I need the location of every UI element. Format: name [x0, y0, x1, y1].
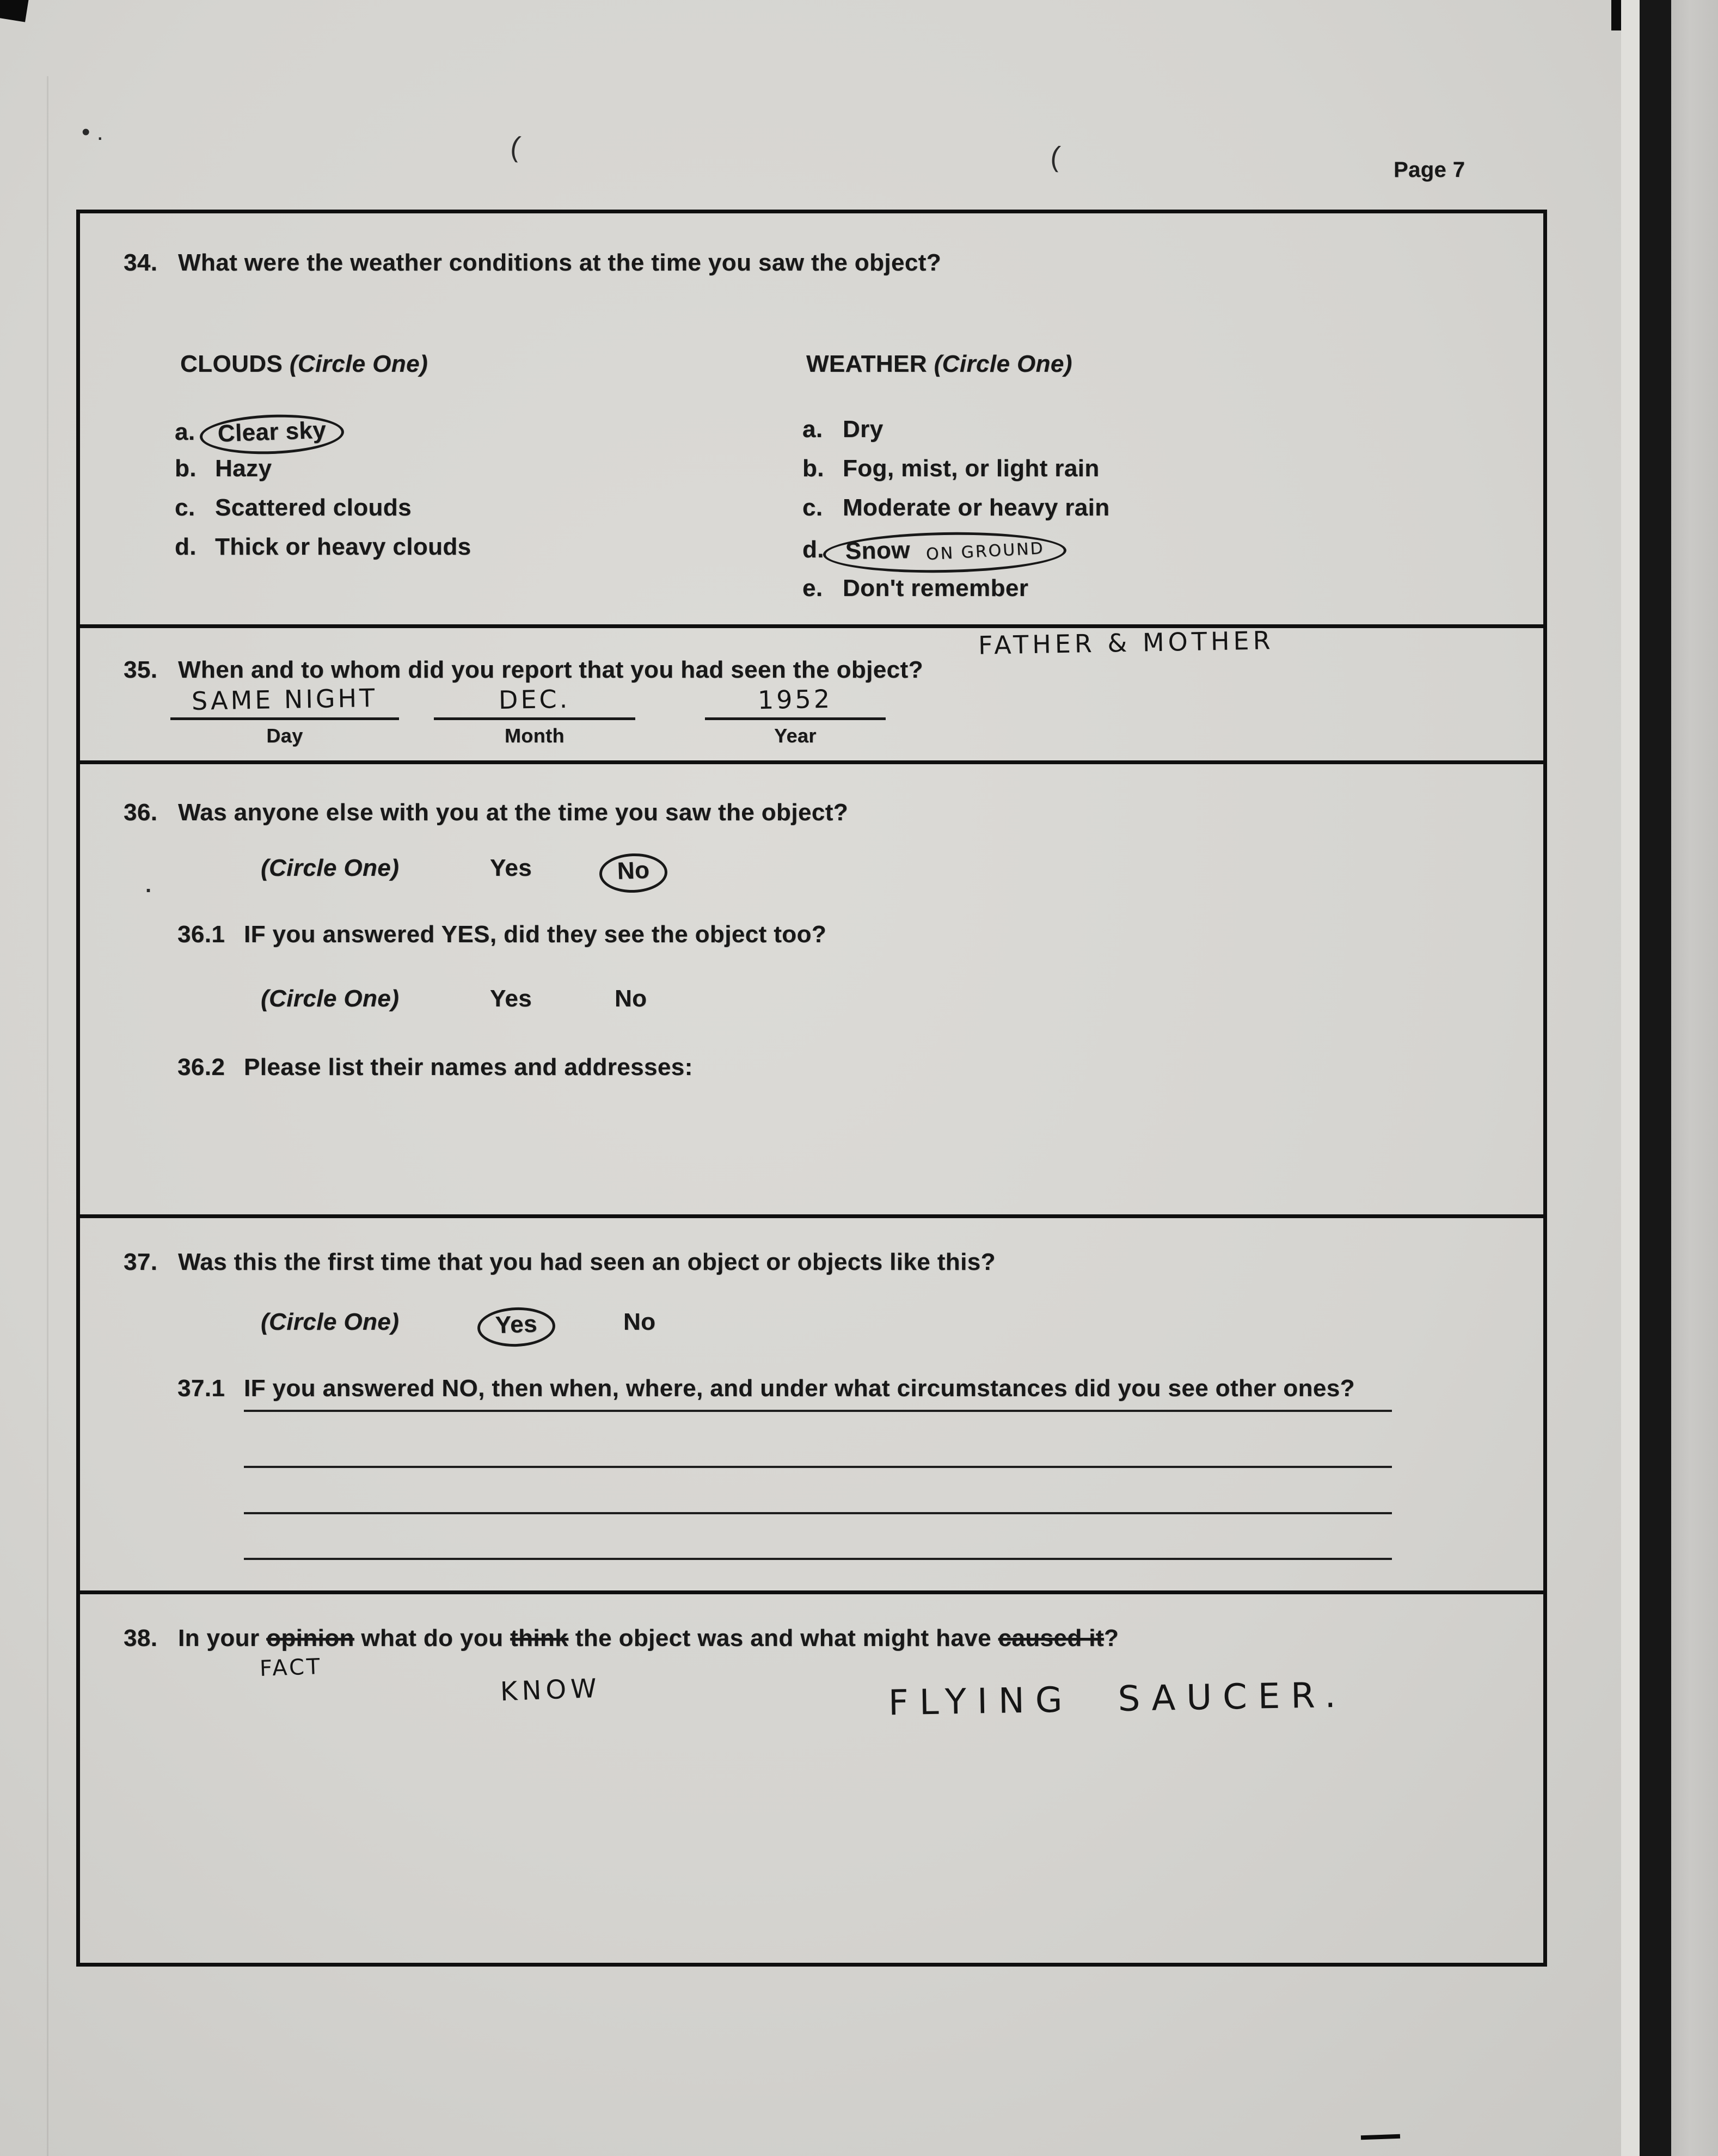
- option-label: Scattered clouds: [215, 494, 412, 521]
- year-answer-line: [705, 685, 886, 720]
- handwritten-day: SAME NIGHT: [191, 683, 378, 716]
- option-letter: e.: [802, 575, 823, 601]
- year-label: Year: [774, 724, 817, 747]
- question-37-1-number: 37.1: [177, 1375, 225, 1402]
- question-36-text: Was anyone else with you at the time you saw the object?: [178, 799, 849, 826]
- weather-option-d: [802, 533, 1047, 566]
- question-37-1-text: IF you answered NO, then when, where, and under what circumstances did you see other ones?: [244, 1375, 1355, 1402]
- scan-edge-right: [1671, 0, 1718, 2156]
- question-38-number: 38.: [124, 1625, 158, 1651]
- question-36-2-number: 36.2: [177, 1054, 225, 1080]
- question-34-number: 34.: [124, 249, 158, 276]
- handwritten-on-ground: ON GROUND: [925, 539, 1045, 564]
- yes-option-circled: [493, 1309, 540, 1341]
- question-38-part2: what do you: [361, 1625, 504, 1651]
- option-label: Don't remember: [843, 575, 1029, 601]
- option-letter: d.: [802, 536, 824, 563]
- scan-bottom-mark: [1361, 2134, 1400, 2140]
- option-label: Hazy: [215, 455, 272, 482]
- handwritten-flying-saucer: FLYING SAUCER.: [888, 1675, 1347, 1724]
- question-38-text: [178, 1625, 1119, 1652]
- question-34-section: [80, 213, 1543, 624]
- question-34-text: What were the weather conditions at the time you saw the object?: [178, 249, 942, 276]
- clouds-header-label: CLOUDS: [180, 351, 283, 377]
- handwritten-month: DEC.: [498, 684, 571, 715]
- scan-speck: • .: [82, 119, 103, 145]
- scan-light-gap: [1621, 0, 1640, 2156]
- option-letter: a.: [802, 416, 823, 443]
- question-38-part3: the object was and what might have: [575, 1625, 991, 1651]
- blank-answer-line: [244, 1466, 1392, 1468]
- weather-option-a: [802, 416, 883, 443]
- weather-circle-one-label: (Circle One): [934, 351, 1072, 377]
- question-35-text: When and to whom did you report that you had seen the object?: [178, 656, 923, 683]
- question-36-1-number: 36.1: [177, 921, 225, 948]
- clouds-circle-one-label: (Circle One): [289, 351, 428, 377]
- clouds-option-c: [175, 494, 412, 521]
- report-day-field: [170, 685, 399, 747]
- question-37-number: 37.: [124, 1249, 158, 1275]
- scan-corner-mark-top-left: [0, 0, 29, 22]
- question-37-section: [80, 1214, 1543, 1590]
- option-label: Snow: [845, 537, 911, 565]
- circled-answer-no: No: [599, 852, 668, 894]
- blank-answer-line: [244, 1558, 1392, 1560]
- circle-one-label: (Circle One): [261, 985, 400, 1012]
- no-option: No: [623, 1309, 656, 1335]
- no-option-circled: [615, 855, 652, 887]
- option-letter: c.: [175, 494, 195, 521]
- clouds-column-header: [180, 351, 428, 378]
- question-35-section: [80, 624, 1543, 760]
- weather-option-c: [802, 494, 1110, 521]
- question-38-part4: ?: [1103, 1625, 1119, 1651]
- day-answer-line: [170, 685, 399, 720]
- yes-option: Yes: [490, 985, 532, 1012]
- scan-edge-strip: [1640, 0, 1671, 2156]
- scan-paren-mark: (: [1049, 140, 1062, 173]
- option-label: Fog, mist, or light rain: [843, 455, 1100, 482]
- option-letter: a.: [175, 419, 195, 445]
- question-36-number: 36.: [124, 799, 158, 826]
- handwritten-report-to: FATHER & MOTHER: [978, 625, 1275, 660]
- day-label: Day: [266, 724, 303, 747]
- scan-fold-line: [47, 76, 48, 2156]
- circled-answer-clear-sky: Clear sky: [199, 412, 345, 456]
- question-36-2-text: Please list their names and addresses:: [244, 1054, 693, 1080]
- circle-one-label: (Circle One): [261, 1309, 400, 1335]
- scan-paren-mark: (: [508, 131, 523, 163]
- scan-speck: .: [145, 873, 152, 897]
- struck-word-caused-it: caused it: [998, 1625, 1104, 1651]
- option-letter: c.: [802, 494, 823, 521]
- struck-word-opinion: opinion: [266, 1625, 354, 1651]
- circle-one-label: (Circle One): [261, 855, 400, 881]
- blank-answer-line: [244, 1410, 1392, 1412]
- report-year-field: [705, 685, 886, 747]
- no-option: No: [615, 985, 647, 1012]
- handwritten-fact: FACT: [259, 1654, 323, 1681]
- weather-option-e: [802, 575, 1028, 602]
- month-answer-line: [434, 685, 635, 720]
- weather-option-b: [802, 455, 1100, 482]
- circled-answer-yes: Yes: [477, 1306, 556, 1348]
- clouds-option-d: [175, 533, 471, 561]
- option-letter: d.: [175, 533, 197, 560]
- option-label: Dry: [843, 416, 883, 443]
- weather-column-header: [806, 351, 1072, 378]
- question-36-section: [80, 760, 1543, 1214]
- handwritten-year: 1952: [757, 684, 833, 715]
- option-label: Thick or heavy clouds: [215, 533, 471, 560]
- struck-word-think: think: [510, 1625, 569, 1651]
- clouds-option-a: [175, 416, 329, 449]
- question-36-1-text: IF you answered YES, did they see the object too?: [244, 921, 827, 948]
- yes-option: Yes: [490, 855, 532, 881]
- option-label: Moderate or heavy rain: [843, 494, 1110, 521]
- option-letter: b.: [175, 455, 197, 482]
- clouds-option-b: [175, 455, 272, 482]
- questionnaire-form: [76, 210, 1547, 1967]
- question-37-text: Was this the first time that you had seen an object or objects like this?: [178, 1249, 996, 1275]
- question-38-section: [80, 1590, 1543, 1970]
- handwritten-know: KNOW: [500, 1673, 602, 1707]
- circled-answer-snow: [823, 530, 1067, 575]
- question-35-number: 35.: [124, 656, 158, 683]
- blank-answer-line: [244, 1512, 1392, 1514]
- question-38-part1: In your: [178, 1625, 260, 1651]
- page-number: Page 7: [1394, 158, 1465, 182]
- weather-header-label: WEATHER: [806, 351, 927, 377]
- report-month-field: [434, 685, 635, 747]
- option-letter: b.: [802, 455, 824, 482]
- month-label: Month: [505, 724, 565, 747]
